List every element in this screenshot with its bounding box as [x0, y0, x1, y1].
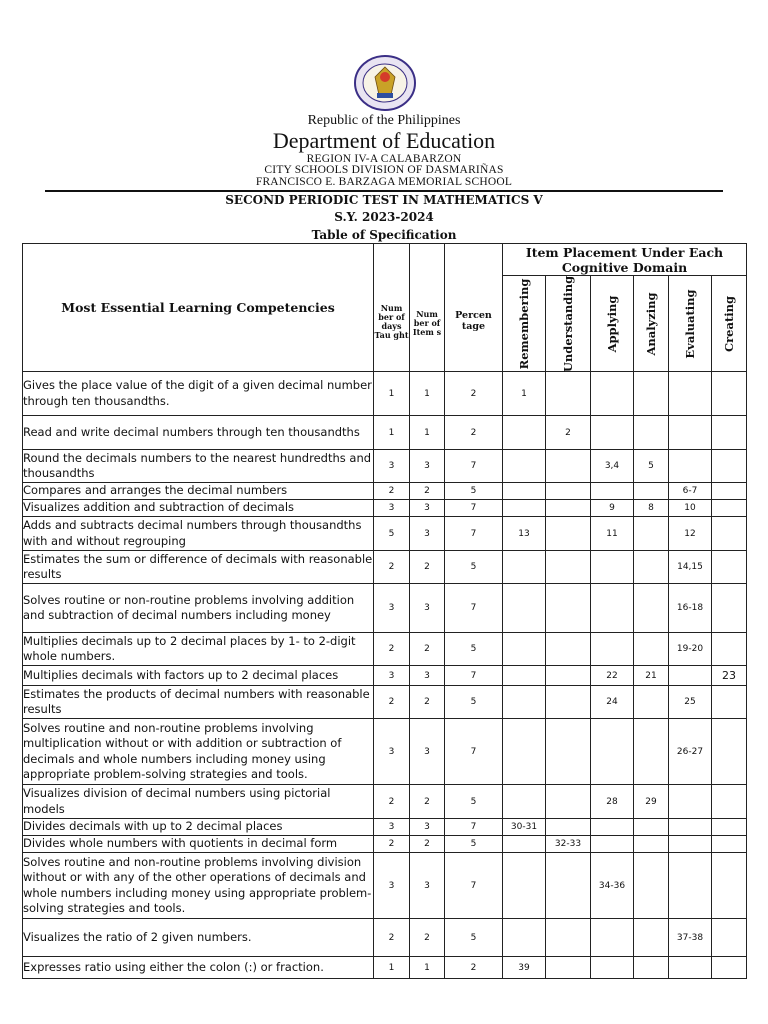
understanding-cell [546, 450, 591, 483]
creating-cell [712, 719, 747, 785]
analyzing-cell [634, 372, 669, 416]
percentage-cell: 5 [445, 686, 503, 719]
percentage-cell: 7 [445, 719, 503, 785]
analyzing-cell [634, 853, 669, 919]
applying-cell [591, 819, 634, 836]
analyzing-cell [634, 551, 669, 584]
percentage-cell: 2 [445, 372, 503, 416]
items-count-cell: 3 [410, 517, 445, 551]
days-taught-cell: 2 [374, 836, 410, 853]
competency-cell: Multiplies decimals up to 2 decimal places by 1- to 2-digit whole numbers. [23, 633, 374, 666]
creating-header: Creating [712, 276, 747, 372]
percentage-cell: 5 [445, 633, 503, 666]
percentage-cell: 7 [445, 450, 503, 483]
competency-cell: Visualizes division of decimal numbers using pictorial models [23, 785, 374, 819]
percentage-cell: 5 [445, 483, 503, 500]
applying-cell [591, 957, 634, 979]
table-row [23, 517, 747, 551]
competency-cell: Solves routine or non-routine problems involving addition and subtraction of decimal numbers including money [23, 584, 374, 633]
days-taught-cell: 3 [374, 719, 410, 785]
creating-cell [712, 450, 747, 483]
understanding-cell [546, 819, 591, 836]
test-title: SECOND PERIODIC TEST IN MATHEMATICS V [225, 193, 543, 207]
republic-heading: Republic of the Philippines [307, 113, 461, 128]
items-count-cell: 3 [410, 450, 445, 483]
days-taught-cell: 3 [374, 500, 410, 517]
creating-cell [712, 919, 747, 957]
analyzing-header: Analyzing [634, 276, 669, 372]
analyzing-cell [634, 819, 669, 836]
evaluating-cell [669, 372, 712, 416]
analyzing-cell [634, 836, 669, 853]
evaluating-cell [669, 416, 712, 450]
creating-cell [712, 819, 747, 836]
analyzing-cell [634, 686, 669, 719]
days-taught-cell: 2 [374, 686, 410, 719]
table-row [23, 819, 747, 836]
school-year: S.Y. 2023-2024 [334, 210, 434, 224]
applying-cell [591, 719, 634, 785]
items-count-cell: 2 [410, 483, 445, 500]
table-row [23, 836, 747, 853]
items-count-cell: 1 [410, 416, 445, 450]
applying-header: Applying [591, 276, 634, 372]
analyzing-cell: 21 [634, 666, 669, 686]
remembering-cell [503, 584, 546, 633]
remembering-cell [503, 919, 546, 957]
competency-cell: Expresses ratio using either the colon (:) or fraction. [23, 957, 374, 979]
percentage-cell: 5 [445, 785, 503, 819]
analyzing-cell: 8 [634, 500, 669, 517]
applying-cell: 34-36 [591, 853, 634, 919]
understanding-cell [546, 853, 591, 919]
remembering-cell [503, 500, 546, 517]
creating-cell [712, 836, 747, 853]
creating-cell [712, 853, 747, 919]
table-row [23, 785, 747, 819]
understanding-header: Understanding [546, 276, 591, 372]
remembering-cell [503, 686, 546, 719]
days-taught-cell: 2 [374, 483, 410, 500]
table-row [23, 500, 747, 517]
competency-cell: Round the decimals numbers to the nearest hundredths and thousandths [23, 450, 374, 483]
creating-cell [712, 785, 747, 819]
understanding-cell: 32-33 [546, 836, 591, 853]
percentage-cell: 2 [445, 416, 503, 450]
analyzing-cell [634, 719, 669, 785]
evaluating-cell: 26-27 [669, 719, 712, 785]
remembering-cell [503, 719, 546, 785]
applying-cell [591, 416, 634, 450]
applying-cell [591, 836, 634, 853]
applying-cell: 9 [591, 500, 634, 517]
analyzing-cell [634, 957, 669, 979]
days-taught-cell: 1 [374, 957, 410, 979]
evaluating-cell: 25 [669, 686, 712, 719]
evaluating-cell [669, 666, 712, 686]
percentage-cell: 7 [445, 517, 503, 551]
remembering-cell [503, 836, 546, 853]
evaluating-cell: 37-38 [669, 919, 712, 957]
table-row [23, 919, 747, 957]
percentage-cell: 7 [445, 853, 503, 919]
competency-cell: Solves routine and non-routine problems involving multiplication without or with addition or subtraction of decimals and whole numbers including money using appropriate problem-solving strategies and tools. [23, 719, 374, 785]
understanding-cell [546, 372, 591, 416]
remembering-cell: 13 [503, 517, 546, 551]
evaluating-cell: 6-7 [669, 483, 712, 500]
remembering-cell [503, 853, 546, 919]
remembering-cell: 39 [503, 957, 546, 979]
days-taught-cell: 3 [374, 450, 410, 483]
days-taught-cell: 2 [374, 785, 410, 819]
applying-cell [591, 633, 634, 666]
applying-cell: 22 [591, 666, 634, 686]
competency-cell: Compares and arranges the decimal numbers [23, 483, 374, 500]
remembering-cell [503, 450, 546, 483]
days-taught-cell: 1 [374, 372, 410, 416]
items-count-cell: 2 [410, 551, 445, 584]
understanding-cell [546, 633, 591, 666]
evaluating-cell [669, 957, 712, 979]
analyzing-cell [634, 633, 669, 666]
percentage-cell: 7 [445, 584, 503, 633]
items-count-cell: 2 [410, 785, 445, 819]
percentage-cell: 2 [445, 957, 503, 979]
days-taught-cell: 2 [374, 633, 410, 666]
understanding-cell [546, 957, 591, 979]
analyzing-cell [634, 584, 669, 633]
analyzing-cell [634, 416, 669, 450]
days-taught-cell: 3 [374, 853, 410, 919]
competency-cell: Estimates the products of decimal numbers with reasonable results [23, 686, 374, 719]
applying-cell [591, 551, 634, 584]
remembering-cell [503, 483, 546, 500]
competency-cell: Divides decimals with up to 2 decimal places [23, 819, 374, 836]
items-count-cell: 3 [410, 666, 445, 686]
days-taught-cell: 2 [374, 551, 410, 584]
competency-cell: Multiplies decimals with factors up to 2 decimal places [23, 666, 374, 686]
remembering-cell: 30-31 [503, 819, 546, 836]
understanding-cell: 2 [546, 416, 591, 450]
creating-cell [712, 551, 747, 584]
percentage-cell: 5 [445, 919, 503, 957]
table-row [23, 372, 747, 416]
percentage-cell: 5 [445, 551, 503, 584]
table-row [23, 853, 747, 919]
evaluating-cell: 19-20 [669, 633, 712, 666]
competency-cell: Solves routine and non-routine problems involving division without or with any of the other operations of decimals and whole numbers including money using appropriate problem-solving strategies and tools. [23, 853, 374, 919]
items-count-cell: 2 [410, 919, 445, 957]
items-count-cell: 3 [410, 719, 445, 785]
creating-cell: 23 [712, 666, 747, 686]
analyzing-cell: 5 [634, 450, 669, 483]
days-taught-cell: 3 [374, 819, 410, 836]
creating-cell [712, 584, 747, 633]
remembering-cell: 1 [503, 372, 546, 416]
table-row [23, 483, 747, 500]
days-taught-cell: 3 [374, 666, 410, 686]
applying-cell [591, 919, 634, 957]
creating-cell [712, 416, 747, 450]
competency-header: Most Essential Learning Competencies [23, 244, 374, 372]
competency-cell: Visualizes the ratio of 2 given numbers. [23, 919, 374, 957]
days-taught-cell: 3 [374, 584, 410, 633]
applying-cell [591, 483, 634, 500]
creating-cell [712, 633, 747, 666]
table-row [23, 584, 747, 633]
percentage-cell: 7 [445, 819, 503, 836]
competency-cell: Read and write decimal numbers through ten thousandths [23, 416, 374, 450]
table-row [23, 551, 747, 584]
applying-cell [591, 372, 634, 416]
table-of-specification [22, 243, 747, 979]
days-header: Num ber of days Tau ght [374, 244, 410, 372]
table-row [23, 957, 747, 979]
percentage-cell: 5 [445, 836, 503, 853]
days-taught-cell: 5 [374, 517, 410, 551]
understanding-cell [546, 517, 591, 551]
analyzing-cell [634, 517, 669, 551]
evaluating-cell [669, 785, 712, 819]
percentage-cell: 7 [445, 500, 503, 517]
applying-cell: 24 [591, 686, 634, 719]
tos-title: Table of Specification [311, 228, 457, 242]
header-divider [45, 190, 723, 192]
table-row [23, 416, 747, 450]
days-taught-cell: 2 [374, 919, 410, 957]
understanding-cell [546, 483, 591, 500]
understanding-cell [546, 785, 591, 819]
analyzing-cell [634, 919, 669, 957]
days-taught-cell: 1 [374, 416, 410, 450]
creating-cell [712, 517, 747, 551]
table-row [23, 719, 747, 785]
creating-cell [712, 500, 747, 517]
items-count-cell: 3 [410, 819, 445, 836]
remembering-cell [503, 785, 546, 819]
table-row [23, 633, 747, 666]
applying-cell: 11 [591, 517, 634, 551]
understanding-cell [546, 500, 591, 517]
analyzing-cell [634, 483, 669, 500]
items-header: Num ber of Item s [410, 244, 445, 372]
items-count-cell: 2 [410, 633, 445, 666]
cognitive-domain-header: Item Placement Under Each Cognitive Domain [503, 244, 747, 276]
understanding-cell [546, 584, 591, 633]
evaluating-cell: 14,15 [669, 551, 712, 584]
remembering-cell [503, 551, 546, 584]
understanding-cell [546, 719, 591, 785]
evaluating-cell: 12 [669, 517, 712, 551]
items-count-cell: 3 [410, 584, 445, 633]
competency-cell: Estimates the sum or difference of decimals with reasonable results [23, 551, 374, 584]
region-line: REGION IV-A CALABARZON [306, 153, 462, 165]
understanding-cell [546, 919, 591, 957]
items-count-cell: 1 [410, 957, 445, 979]
evaluating-header: Evaluating [669, 276, 712, 372]
percentage-cell: 7 [445, 666, 503, 686]
competency-cell: Visualizes addition and subtraction of decimals [23, 500, 374, 517]
remembering-header: Remembering [503, 276, 546, 372]
items-count-cell: 2 [410, 686, 445, 719]
competency-cell: Adds and subtracts decimal numbers through thousandths with and without regrouping [23, 517, 374, 551]
understanding-cell [546, 686, 591, 719]
understanding-cell [546, 551, 591, 584]
table-row [23, 686, 747, 719]
competency-cell: Gives the place value of the digit of a given decimal number through ten thousandths. [23, 372, 374, 416]
creating-cell [712, 483, 747, 500]
remembering-cell [503, 416, 546, 450]
analyzing-cell: 29 [634, 785, 669, 819]
table-row [23, 450, 747, 483]
school-line: FRANCISCO E. BARZAGA MEMORIAL SCHOOL [255, 176, 513, 188]
evaluating-cell [669, 836, 712, 853]
evaluating-cell [669, 853, 712, 919]
items-count-cell: 2 [410, 836, 445, 853]
evaluating-cell: 10 [669, 500, 712, 517]
competency-cell: Divides whole numbers with quotients in decimal form [23, 836, 374, 853]
items-count-cell: 3 [410, 500, 445, 517]
applying-cell [591, 584, 634, 633]
division-line: CITY SCHOOLS DIVISION OF DASMARIÑAS [264, 164, 504, 176]
creating-cell [712, 957, 747, 979]
items-count-cell: 3 [410, 853, 445, 919]
percentage-header: Percen tage [445, 244, 503, 372]
evaluating-cell [669, 450, 712, 483]
remembering-cell [503, 666, 546, 686]
department-heading: Department of Education [272, 128, 496, 153]
applying-cell: 28 [591, 785, 634, 819]
creating-cell [712, 372, 747, 416]
understanding-cell [546, 666, 591, 686]
table-row [23, 666, 747, 686]
applying-cell: 3,4 [591, 450, 634, 483]
evaluating-cell [669, 819, 712, 836]
evaluating-cell: 16-18 [669, 584, 712, 633]
remembering-cell [503, 633, 546, 666]
items-count-cell: 1 [410, 372, 445, 416]
deped-seal-logo [347, 55, 423, 111]
creating-cell [712, 686, 747, 719]
